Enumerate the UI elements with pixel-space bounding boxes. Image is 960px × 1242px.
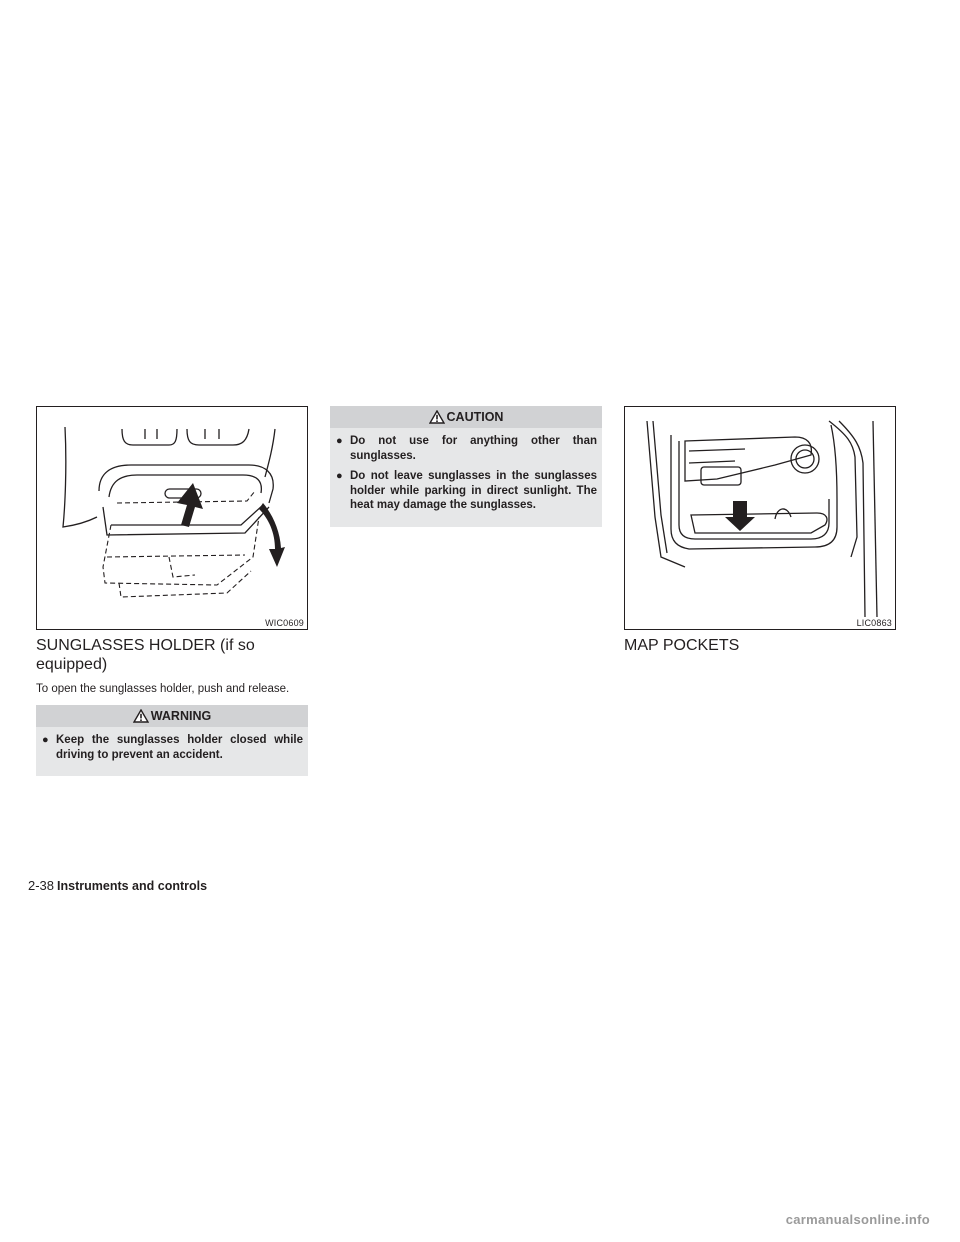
warning-triangle-icon: [133, 709, 149, 723]
warning-item: [42, 733, 303, 762]
map-pocket-illustration: [625, 407, 895, 629]
warning-header: [36, 705, 308, 727]
warning-box: [36, 705, 308, 776]
figure-code: LIC0863: [856, 618, 892, 628]
caution-item: [336, 434, 597, 463]
caution-title: CAUTION: [446, 410, 504, 424]
caution-box: [330, 406, 602, 527]
caution-body: [330, 428, 602, 527]
page-footer: [28, 878, 207, 893]
heading-line-2: equipped): [36, 656, 108, 673]
warning-body: [36, 727, 308, 776]
sunglasses-holder-illustration: [37, 407, 307, 629]
sunglasses-holder-body: To open the sunglasses holder, push and release.: [36, 683, 290, 695]
bullet-icon: ●: [336, 435, 343, 447]
caution-header: [330, 406, 602, 428]
warning-title: WARNING: [150, 709, 212, 723]
section-title: Instruments and controls: [57, 879, 208, 893]
watermark: carmanualsonline.info: [785, 1212, 930, 1227]
caution-item-text: Do not leave sunglasses in the sunglasses holder while parking in direct sunlight. The heat may damage the sunglasses.: [350, 470, 597, 511]
map-pockets-heading: MAP POCKETS: [624, 637, 740, 654]
sunglasses-holder-figure: [36, 406, 308, 630]
caution-triangle-icon: [429, 410, 445, 424]
caution-item: [336, 469, 597, 513]
page-number: 2-38: [28, 878, 55, 893]
bullet-icon: ●: [42, 734, 49, 746]
figure-code: WIC0609: [265, 618, 304, 628]
sunglasses-holder-heading: [36, 636, 308, 674]
caution-item-text: Do not use for anything other than sunglasses.: [350, 435, 597, 462]
map-pocket-figure: [624, 406, 896, 630]
heading-line-1: SUNGLASSES HOLDER (if so: [36, 637, 255, 654]
bullet-icon: ●: [336, 470, 343, 482]
warning-item-text: Keep the sunglasses holder closed while driving to prevent an accident.: [56, 734, 303, 761]
